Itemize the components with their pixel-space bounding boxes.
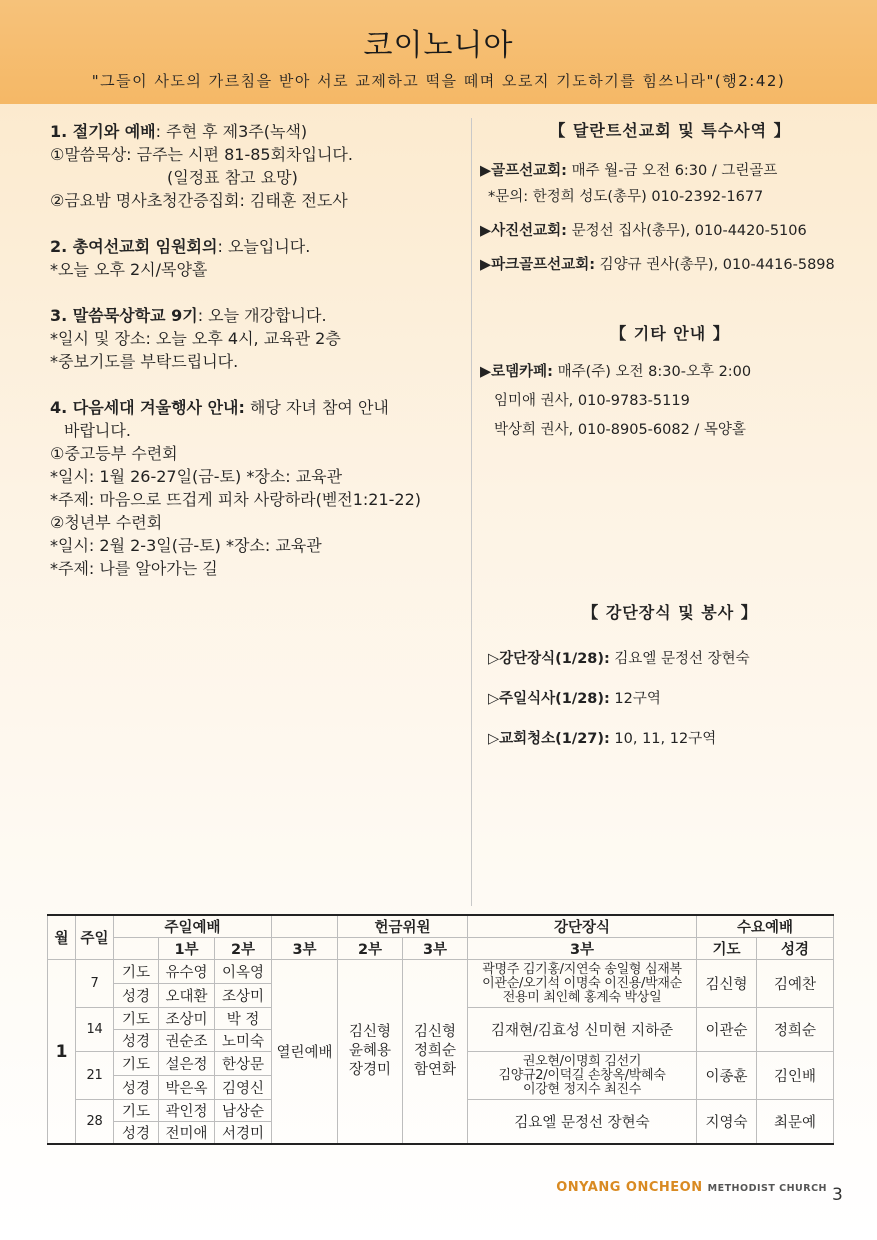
altar-heading: 【 강단장식 및 봉사 】: [582, 603, 758, 622]
church-name: [556, 1180, 827, 1195]
golf-ministry-text: 매주 월-금 오전 6:30 / 그린골프: [566, 163, 778, 179]
sunday-meal: [480, 689, 860, 709]
announcement-4-line: ①중고등부 수련회: [50, 444, 178, 463]
announcement-2-text: : 오늘입니다.: [217, 237, 311, 256]
announcement-1-line: ②금요밤 명사초청간증집회: 김태훈 전도사: [50, 191, 348, 210]
table-cell: 한상문: [215, 1052, 272, 1076]
announcement-4-line: *일시: 1월 26-27일(금-토) *장소: 교육관: [50, 467, 343, 486]
role-cell: 기도: [114, 1052, 159, 1076]
week-cell: 14: [76, 1008, 114, 1052]
table-cell: 이옥영: [215, 960, 272, 984]
altar-cell: [468, 1052, 697, 1100]
announcement-4-text: 해당 자녀 참여 안내: [244, 398, 389, 417]
announcement-3-title: 3. 말씀묵상학교 9기: [50, 306, 198, 325]
header-offering-2bu: 2부: [338, 938, 403, 960]
announcement-4-line: *일시: 2월 2-3일(금-토) *장소: 교육관: [50, 536, 322, 555]
table-cell: 남상순: [215, 1100, 272, 1122]
header-wednesday: 수요예배: [697, 915, 834, 938]
offering-3bu-cell: [403, 960, 468, 1145]
wed-scripture-cell: 최문예: [757, 1100, 834, 1145]
ministry-heading: 【 달란트선교회 및 특수사역 】: [549, 121, 791, 140]
role-cell: 성경: [114, 1030, 159, 1052]
announcement-4-title: 4. 다음세대 겨울행사 안내:: [50, 398, 245, 417]
church-name-main: ONYANG ONCHEON: [556, 1180, 703, 1195]
table-cell: 박은옥: [159, 1076, 215, 1100]
offering-2bu-cell: [338, 960, 403, 1145]
service-schedule-table: [47, 914, 834, 1145]
announcement-4-text-cont: 바랍니다.: [64, 421, 131, 440]
announcement-3: [50, 304, 465, 373]
offering-name: 장경미: [349, 1062, 392, 1078]
role-cell: 성경: [114, 984, 159, 1008]
table-cell: 박 정: [215, 1008, 272, 1030]
church-name-sub: METHODIST CHURCH: [707, 1183, 827, 1194]
header-altar: 강단장식: [468, 915, 697, 938]
role-cell: 기도: [114, 1008, 159, 1030]
table-cell: 김영신: [215, 1076, 272, 1100]
altar-names: 곽명주 김기홍/지연숙 송일형 심재복: [482, 961, 682, 977]
table-cell: 설은정: [159, 1052, 215, 1076]
role-cell: 기도: [114, 960, 159, 984]
page-title: 코이노니아: [363, 28, 514, 63]
announcement-1: [50, 120, 465, 212]
offering-name: 김신형: [414, 1024, 457, 1040]
announcement-1-line: ①말씀묵상: 금주는 시편 81-85회차입니다.: [50, 145, 353, 164]
announcement-4-line: *주제: 마음으로 뜨겁게 피차 사랑하라(벧전1:21-22): [50, 490, 422, 509]
third-service-cell: 열린예배: [272, 960, 338, 1145]
header-offering: 헌금위원: [338, 915, 468, 938]
header-sunday-service: 주일예배: [114, 915, 272, 938]
altar-deco: [480, 649, 860, 669]
announcement-4: [50, 396, 465, 580]
offering-name: 김신형: [349, 1024, 392, 1040]
offering-name: 함연화: [414, 1062, 457, 1078]
altar-names: 이강현 정지수 최진수: [523, 1081, 642, 1097]
header-offering-3bu: 3부: [403, 938, 468, 960]
week-cell: 21: [76, 1052, 114, 1100]
wed-scripture-cell: 김예찬: [757, 960, 834, 1008]
announcement-4-line: ②청년부 수련회: [50, 513, 163, 532]
wed-prayer-cell: 이종훈: [697, 1052, 757, 1100]
announcement-3-line: *중보기도를 부탁드립니다.: [50, 352, 239, 371]
table-cell: 노미숙: [215, 1030, 272, 1052]
header-3bu: 3부: [272, 938, 338, 960]
cafe-label: ▶로뎀카페:: [480, 364, 553, 380]
announcement-3-line: *일시 및 장소: 오늘 오후 4시, 교육관 2층: [50, 329, 341, 348]
column-divider: [471, 118, 472, 906]
table-cell: 오대환: [159, 984, 215, 1008]
table-cell: 유수영: [159, 960, 215, 984]
header-scripture: 성경: [757, 938, 834, 960]
parkgolf-ministry-text: 김양규 권사(총무), 010-4416-5898: [595, 257, 835, 273]
announcement-1-line: (일정표 참고 요망): [167, 168, 298, 187]
altar-deco-text: 김요엘 문정선 장현숙: [609, 651, 750, 667]
table-cell: 조상미: [215, 984, 272, 1008]
altar-cell: [468, 1008, 697, 1052]
announcement-2: [50, 235, 465, 281]
header-2bu: 2부: [215, 938, 272, 960]
altar-names: 김재현/김효성 신미현 지하준: [490, 1023, 674, 1039]
altar-names: 권오현/이명희 김선기: [522, 1053, 642, 1069]
golf-ministry: [480, 161, 860, 181]
announcement-1-text: : 주현 후 제3주(녹색): [155, 122, 308, 141]
altar-deco-label: ▷강단장식(1/28):: [488, 651, 610, 667]
sunday-meal-text: 12구역: [609, 691, 661, 707]
role-cell: 성경: [114, 1122, 159, 1145]
parkgolf-ministry-label: ▶파크골프선교회:: [480, 257, 595, 273]
photo-ministry: [480, 221, 860, 241]
cafe-info: [480, 362, 860, 382]
wed-prayer-cell: 이관순: [697, 1008, 757, 1052]
header-prayer: 기도: [697, 938, 757, 960]
announcement-4-line: *주제: 나를 알아가는 길: [50, 559, 218, 578]
header-blank: [272, 915, 338, 938]
wed-prayer-cell: 김신형: [697, 960, 757, 1008]
announcement-2-line: *오늘 오후 2시/목양홀: [50, 260, 208, 279]
header-role-blank: [114, 938, 159, 960]
altar-names: 김양규2/이덕길 손창옥/박혜숙: [498, 1067, 666, 1083]
header-verse: "그들이 사도의 가르침을 받아 서로 교제하고 떡을 떼며 오로지 기도하기를 힘쓰니라"(행2:42): [91, 72, 786, 90]
photo-ministry-text: 문정선 집사(총무), 010-4420-5106: [566, 223, 807, 239]
offering-name: 정희순: [414, 1043, 457, 1059]
page-header: [0, 0, 877, 104]
announcement-1-title: 1. 절기와 예배: [50, 122, 156, 141]
church-cleaning-label: ▷교회청소(1/27):: [488, 731, 610, 747]
ministry-column: [480, 118, 860, 749]
header-month: 월: [48, 915, 76, 960]
role-cell: 기도: [114, 1100, 159, 1122]
table-cell: 권순조: [159, 1030, 215, 1052]
church-cleaning-text: 10, 11, 12구역: [609, 731, 717, 747]
other-info-heading: 【 기타 안내 】: [610, 324, 730, 343]
table-cell: 전미애: [159, 1122, 215, 1145]
offering-name: 윤혜용: [349, 1043, 392, 1059]
golf-ministry-label: ▶골프선교회:: [480, 163, 567, 179]
table-cell: 조상미: [159, 1008, 215, 1030]
page-number: 3: [832, 1185, 843, 1205]
announcements-column: [50, 120, 465, 603]
role-cell: 성경: [114, 1076, 159, 1100]
week-cell: 7: [76, 960, 114, 1008]
wed-scripture-cell: 정희순: [757, 1008, 834, 1052]
sunday-meal-label: ▷주일식사(1/28):: [488, 691, 610, 707]
golf-contact: *문의: 한정희 성도(총무) 010-2392-1677: [488, 189, 764, 205]
header-1bu: 1부: [159, 938, 215, 960]
parkgolf-ministry: [480, 255, 860, 275]
table-cell: 곽인정: [159, 1100, 215, 1122]
header-altar-3bu: 3부: [468, 938, 697, 960]
altar-names: 이관순/오기석 이명숙 이진용/박재순: [482, 975, 682, 991]
cafe-contact: 임미애 권사, 010-9783-5119: [494, 393, 690, 409]
wed-scripture-cell: 김인배: [757, 1052, 834, 1100]
month-cell: 1: [48, 960, 76, 1145]
altar-names: 김요엘 문정선 장현숙: [514, 1115, 650, 1131]
wed-prayer-cell: 지영숙: [697, 1100, 757, 1145]
cafe-text: 매주(주) 오전 8:30-오후 2:00: [552, 364, 752, 380]
announcement-2-title: 2. 총여선교회 임원회의: [50, 237, 218, 256]
cafe-contact: 박상희 권사, 010-8905-6082 / 목양홀: [494, 422, 746, 438]
altar-names: 전용미 최인혜 홍계숙 박상일: [502, 989, 662, 1005]
table-cell: 서경미: [215, 1122, 272, 1145]
photo-ministry-label: ▶사진선교회:: [480, 223, 567, 239]
altar-cell: [468, 960, 697, 1008]
altar-cell: [468, 1100, 697, 1145]
week-cell: 28: [76, 1100, 114, 1145]
church-cleaning: [480, 729, 860, 749]
service-schedule: [47, 914, 833, 1145]
announcement-3-text: : 오늘 개강합니다.: [197, 306, 327, 325]
header-week: 주일: [76, 915, 114, 960]
